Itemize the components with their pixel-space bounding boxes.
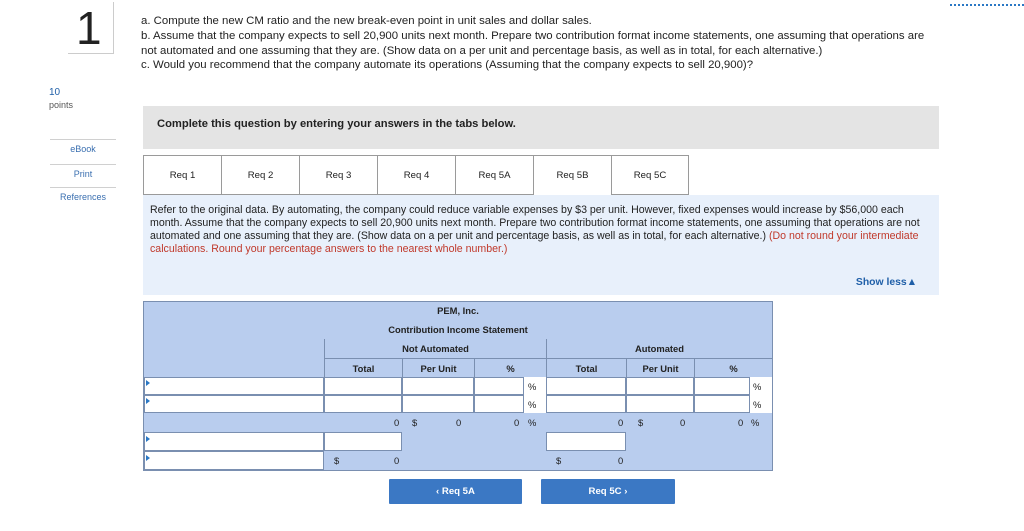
row-2-a-pct-sign: %	[753, 399, 762, 410]
question-text	[141, 14, 931, 73]
dropdown-arrow-icon	[146, 455, 150, 461]
row-5-na-total-dollar: $	[334, 455, 340, 466]
row-5-label-input[interactable]	[144, 451, 324, 470]
row-2-a-pct-input[interactable]	[694, 395, 750, 413]
row-3-na-pct-value: 0	[514, 417, 520, 428]
row-1-na-pct-input[interactable]	[474, 377, 524, 395]
label-header-blank	[144, 339, 324, 377]
row-4-na-total-input[interactable]	[324, 432, 402, 451]
company-name: PEM, Inc.	[144, 302, 772, 320]
instructions-note: (Do not round your intermediate calculations. Round your percentage answers to the nearest whole number.)	[150, 230, 919, 256]
row-5-a-total-dollar: $	[556, 455, 562, 466]
prev-req-5a-button[interactable]: ‹ Req 5A	[389, 479, 522, 504]
tab-req-4[interactable]: Req 4	[377, 155, 455, 195]
show-less-link[interactable]: Show less▲	[855, 277, 917, 288]
row-5-na-total-value: 0	[394, 455, 400, 466]
row-1-a-per-unit-input[interactable]	[626, 377, 694, 395]
question-part-b: b. Assume that the company expects to sell 20,900 units next month. Prepare two contribution format income statements, one assuming that operations are not automated and one assuming that they are. (Show data on a per unit and percentage basis, as well as in total, for each alternative.)	[141, 29, 925, 57]
dropdown-arrow-icon	[146, 436, 150, 442]
row-2-a-total-input[interactable]	[546, 395, 626, 413]
req-tabs	[143, 155, 689, 195]
automated-pct-header: %	[694, 358, 772, 377]
not-automated-header: Not Automated	[324, 339, 546, 358]
references-button[interactable]: References	[50, 187, 116, 206]
tab-req-2[interactable]: Req 2	[221, 155, 299, 195]
ebook-button[interactable]: eBook	[50, 139, 116, 158]
row-1-label-input[interactable]	[144, 377, 324, 395]
row-3-na-pct-sign: %	[528, 417, 537, 428]
row-2-na-pct-input[interactable]	[474, 395, 524, 413]
instruction-text: Complete this question by entering your answers in the tabs below.	[157, 118, 516, 130]
row-5-a-blank	[626, 451, 772, 470]
points-label: points	[49, 100, 74, 110]
req-5b-panel	[143, 195, 939, 295]
row-1-a-pct-sign: %	[753, 381, 762, 392]
top-right-dotted-link	[950, 0, 1024, 6]
row-1-a-total-input[interactable]	[546, 377, 626, 395]
tab-req-3[interactable]: Req 3	[299, 155, 377, 195]
next-req-5c-button[interactable]: Req 5C ›	[541, 479, 675, 504]
tab-req-1[interactable]: Req 1	[143, 155, 221, 195]
dropdown-arrow-icon	[146, 398, 150, 404]
question-part-c: c. Would you recommend that the company automate its operations (Assuming that the company expects to sell 20,900)?	[141, 59, 754, 72]
question-part-a: a. Compute the new CM ratio and the new break-even point in unit sales and dollar sales.	[141, 15, 592, 27]
row-3-na-per-unit-dollar: $	[412, 417, 418, 428]
row-2-label-input[interactable]	[144, 395, 324, 413]
instructions-text: Refer to the original data. By automating, the company could reduce variable expenses by $3 per unit. However, fixed expenses would increase by $56,000 each month. Assume that the company expects to sell 20,900 units next month. Prepare two contribution format income statements, one assuming that operations are not automated and one assuming that they are. (Show data on a per unit and percentage basis, as well as in total, for each alternative.)	[150, 204, 920, 243]
row-3-a-pct-value: 0	[738, 417, 744, 428]
row-2-na-per-unit-input[interactable]	[402, 395, 474, 413]
row-4-na-blank	[402, 432, 546, 451]
question-number: 1	[68, 2, 114, 54]
row-1-na-per-unit-input[interactable]	[402, 377, 474, 395]
row-2-a-per-unit-input[interactable]	[626, 395, 694, 413]
row-2-na-total-input[interactable]	[324, 395, 402, 413]
print-button[interactable]: Print	[50, 164, 116, 183]
row-4-label-input[interactable]	[144, 432, 324, 451]
statement-title: Contribution Income Statement	[144, 320, 772, 339]
not-automated-total-header: Total	[324, 358, 402, 377]
row-3-a-total-value: 0	[618, 417, 624, 428]
row-3-na-total-value: 0	[394, 417, 400, 428]
row-3-a-pct-sign: %	[751, 417, 760, 428]
row-1-na-pct-sign: %	[528, 381, 537, 392]
automated-header: Automated	[546, 339, 772, 358]
row-5-na-blank	[402, 451, 546, 470]
row-3-a-per-unit-dollar: $	[638, 417, 644, 428]
req-5b-instructions	[150, 204, 930, 256]
tab-req-5c[interactable]: Req 5C	[611, 155, 689, 195]
row-5-a-total-value: 0	[618, 455, 624, 466]
tab-req-5a[interactable]: Req 5A	[455, 155, 533, 195]
row-4-a-blank	[626, 432, 772, 451]
income-statement-table	[143, 301, 773, 471]
instruction-bar	[143, 106, 939, 149]
row-3-a-per-unit-value: 0	[680, 417, 686, 428]
points-value: 10	[49, 87, 61, 98]
row-1-a-pct-input[interactable]	[694, 377, 750, 395]
not-automated-per-unit-header: Per Unit	[402, 358, 474, 377]
row-4-a-total-input[interactable]	[546, 432, 626, 451]
automated-per-unit-header: Per Unit	[626, 358, 694, 377]
row-1-na-total-input[interactable]	[324, 377, 402, 395]
dropdown-arrow-icon	[146, 380, 150, 386]
row-2-na-pct-sign: %	[528, 399, 537, 410]
row-3-na-per-unit-value: 0	[456, 417, 462, 428]
automated-total-header: Total	[546, 358, 626, 377]
not-automated-pct-header: %	[474, 358, 546, 377]
tab-req-5b[interactable]: Req 5B	[533, 155, 611, 195]
